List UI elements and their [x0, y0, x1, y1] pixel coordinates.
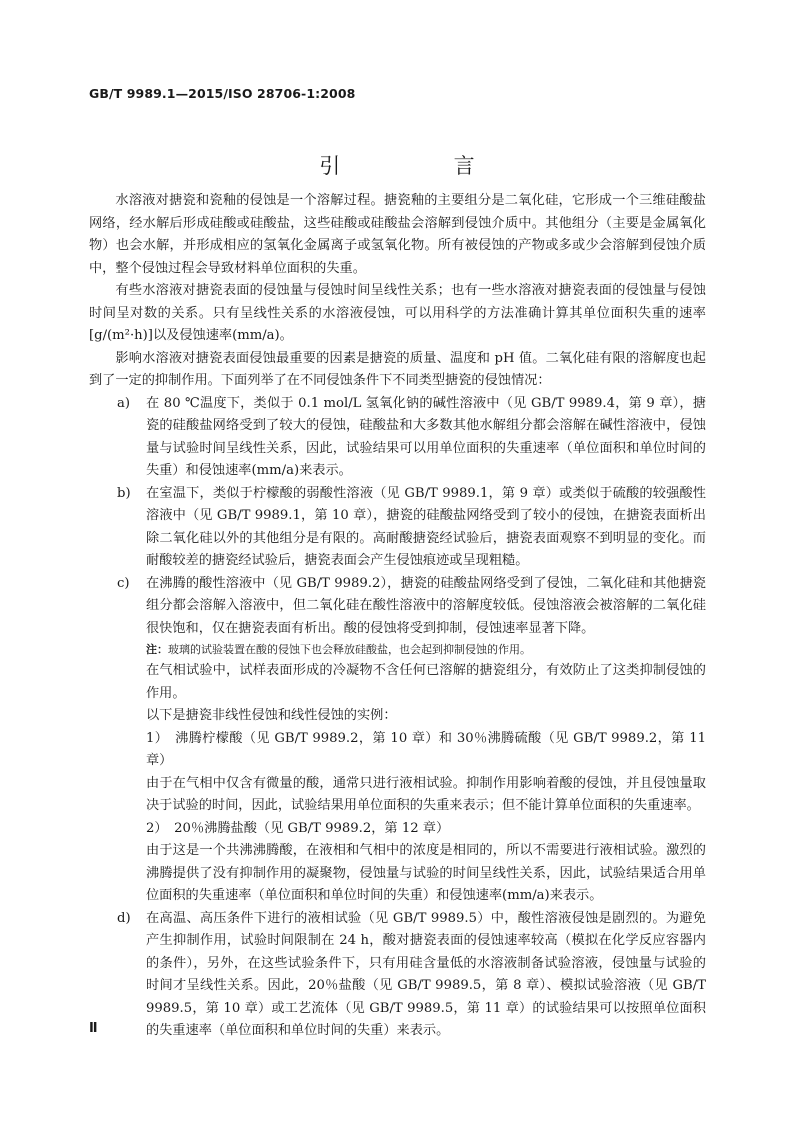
- paragraph-3: 影响水溶液对搪瓷表面侵蚀最重要的因素是搪瓷的质量、温度和 pH 值。二氧化硅有限的溶解度也起到了一定的抑制作用。下面列举了在不同侵蚀条件下不同类型搪瓷的侵蚀情况：: [89, 350, 706, 388]
- example-2-text: 由于这是一个共沸沸腾酸，在液相和气相中的浓度是相同的，所以不需要进行液相试验。激烈的沸腾提供了没有抑制作用的凝聚物，侵蚀量与试验的时间呈线性关系，因此，试验结果适合用单位面积的失重速率（单位面积和单位时间的失重）和侵蚀速率(mm/a)来表示。: [146, 843, 706, 903]
- page-number: Ⅱ: [89, 1021, 98, 1036]
- example-1-title: 1） 沸腾柠檬酸（见 GB/T 9989.2，第 10 章）和 30％沸腾硫酸（见 GB/T 9989.2，第 11 章）: [146, 730, 706, 768]
- paragraph-2: 有些水溶液对搪瓷表面的侵蚀量与侵蚀时间呈线性关系；也有一些水溶液对搪瓷表面的侵蚀量与侵蚀时间呈对数的关系。只有呈线性关系的水溶液侵蚀，可以用科学的方法准确计算其单位面积失重的速率[g/(m²·h)]以及侵蚀速率(mm/a)。: [89, 283, 706, 343]
- examples-intro: 以下是搪瓷非线性侵蚀和线性侵蚀的实例：: [146, 708, 397, 723]
- example-1-text: 由于在气相中仅含有微量的酸，通常只进行液相试验。抑制作用影响着酸的侵蚀，并且侵蚀量取决于试验的时间，因此，试验结果用单位面积的失重来表示；但不能计算单位面积的失重速率。: [146, 775, 706, 813]
- list-item-d: [89, 908, 706, 1043]
- list-item-a: [89, 393, 706, 483]
- list-text-c: 在沸腾的酸性溶液中（见 GB/T 9989.2），搪瓷的硅酸盐网络受到了侵蚀，二氧化硅和其他搪瓷组分都会溶解入溶液中，但二氧化硅在酸性溶液中的溶解度较低。侵蚀溶液会被溶解的二氧化硅很快饱和，仅在搪瓷表面有析出。酸的侵蚀将受到抑制，侵蚀速率显著下降。: [146, 575, 706, 636]
- vapor-phase-text: 在气相试验中，试样表面形成的冷凝物不含任何已溶解的搪瓷组分，有效防止了这类抑制侵蚀的作用。: [146, 663, 706, 701]
- standard-id-header: GB/T 9989.1—2015/ISO 28706-1:2008: [89, 86, 356, 101]
- list-text-d: 在高温、高压条件下进行的液相试验（见 GB/T 9989.5）中，酸性溶液侵蚀是剧烈的。为避免产生抑制作用，试验时间限制在 24 h，酸对搪瓷表面的侵蚀速率较高（模拟在化学反应容器内的条件），另外，在这些试验条件下，只有用硅含量低的水溶液制备试验溶液，侵蚀量与试验的时间才呈线性关系。因此，20％盐酸（见 GB/T 9989.5，第 8 章）、模拟试验溶液（见 GB/T 9989.5，第 10 章）或工艺流体（见 GB/T 9989.5，第 11 章）的试验结果可以按照单位面积的失重速率（单位面积和单位时间的失重）来表示。: [146, 910, 706, 1038]
- list-label-d: d): [117, 910, 131, 926]
- list-item-b: [89, 483, 706, 573]
- list-text-b: 在室温下，类似于柠檬酸的弱酸性溶液（见 GB/T 9989.1，第 9 章）或类似于硫酸的较强酸性溶液中（见 GB/T 9989.1，第 10 章），搪瓷的硅酸盐网络受到了较小的侵蚀，在搪瓷表面析出除二氧化硅以外的其他组分是有限的。高耐酸搪瓷经试验后，搪瓷表面观察不到明显的变化。而耐酸较差的搪瓷经试验后，搪瓷表面会产生侵蚀痕迹或呈现粗糙。: [146, 485, 706, 568]
- page-title: 引 言: [319, 154, 521, 178]
- document-body: [89, 190, 706, 1043]
- list-text-a: 在 80 ℃温度下，类似于 0.1 mol/L 氢氧化钠的碱性溶液中（见 GB/T 9989.4，第 9 章），搪瓷的硅酸盐网络受到了较大的侵蚀，硅酸盐和大多数其他水解组分都会溶解在碱性溶液中，侵蚀量与试验时间呈线性关系，因此，试验结果可以用单位面积的失重速率（单位面积和单位时间的失重）和侵蚀速率(mm/a)来表示。: [146, 395, 706, 478]
- list-label-a: a): [117, 395, 131, 411]
- list-label-c: c): [117, 575, 130, 591]
- note: [89, 640, 706, 660]
- list-item-c: [89, 573, 706, 641]
- example-2-title: 2） 20％沸腾盐酸（见 GB/T 9989.2，第 12 章）: [146, 820, 450, 836]
- list-label-b: b): [117, 485, 131, 501]
- paragraph-1: 水溶液对搪瓷和瓷釉的侵蚀是一个溶解过程。搪瓷釉的主要组分是二氧化硅，它形成一个三维硅酸盐网络，经水解后形成硅酸或硅酸盐，这些硅酸或硅酸盐会溶解到侵蚀介质中。其他组分（主要是金属氧化物）也会水解，并形成相应的氢氧化金属离子或氢氧化物。所有被侵蚀的产物或多或少会溶解到侵蚀介质中，整个侵蚀过程会导致材料单位面积的失重。: [89, 193, 706, 276]
- note-text: 玻璃的试验装置在酸的侵蚀下也会释放硅酸盐，也会起到抑制侵蚀的作用。: [168, 643, 531, 656]
- note-label: 注：: [146, 643, 168, 656]
